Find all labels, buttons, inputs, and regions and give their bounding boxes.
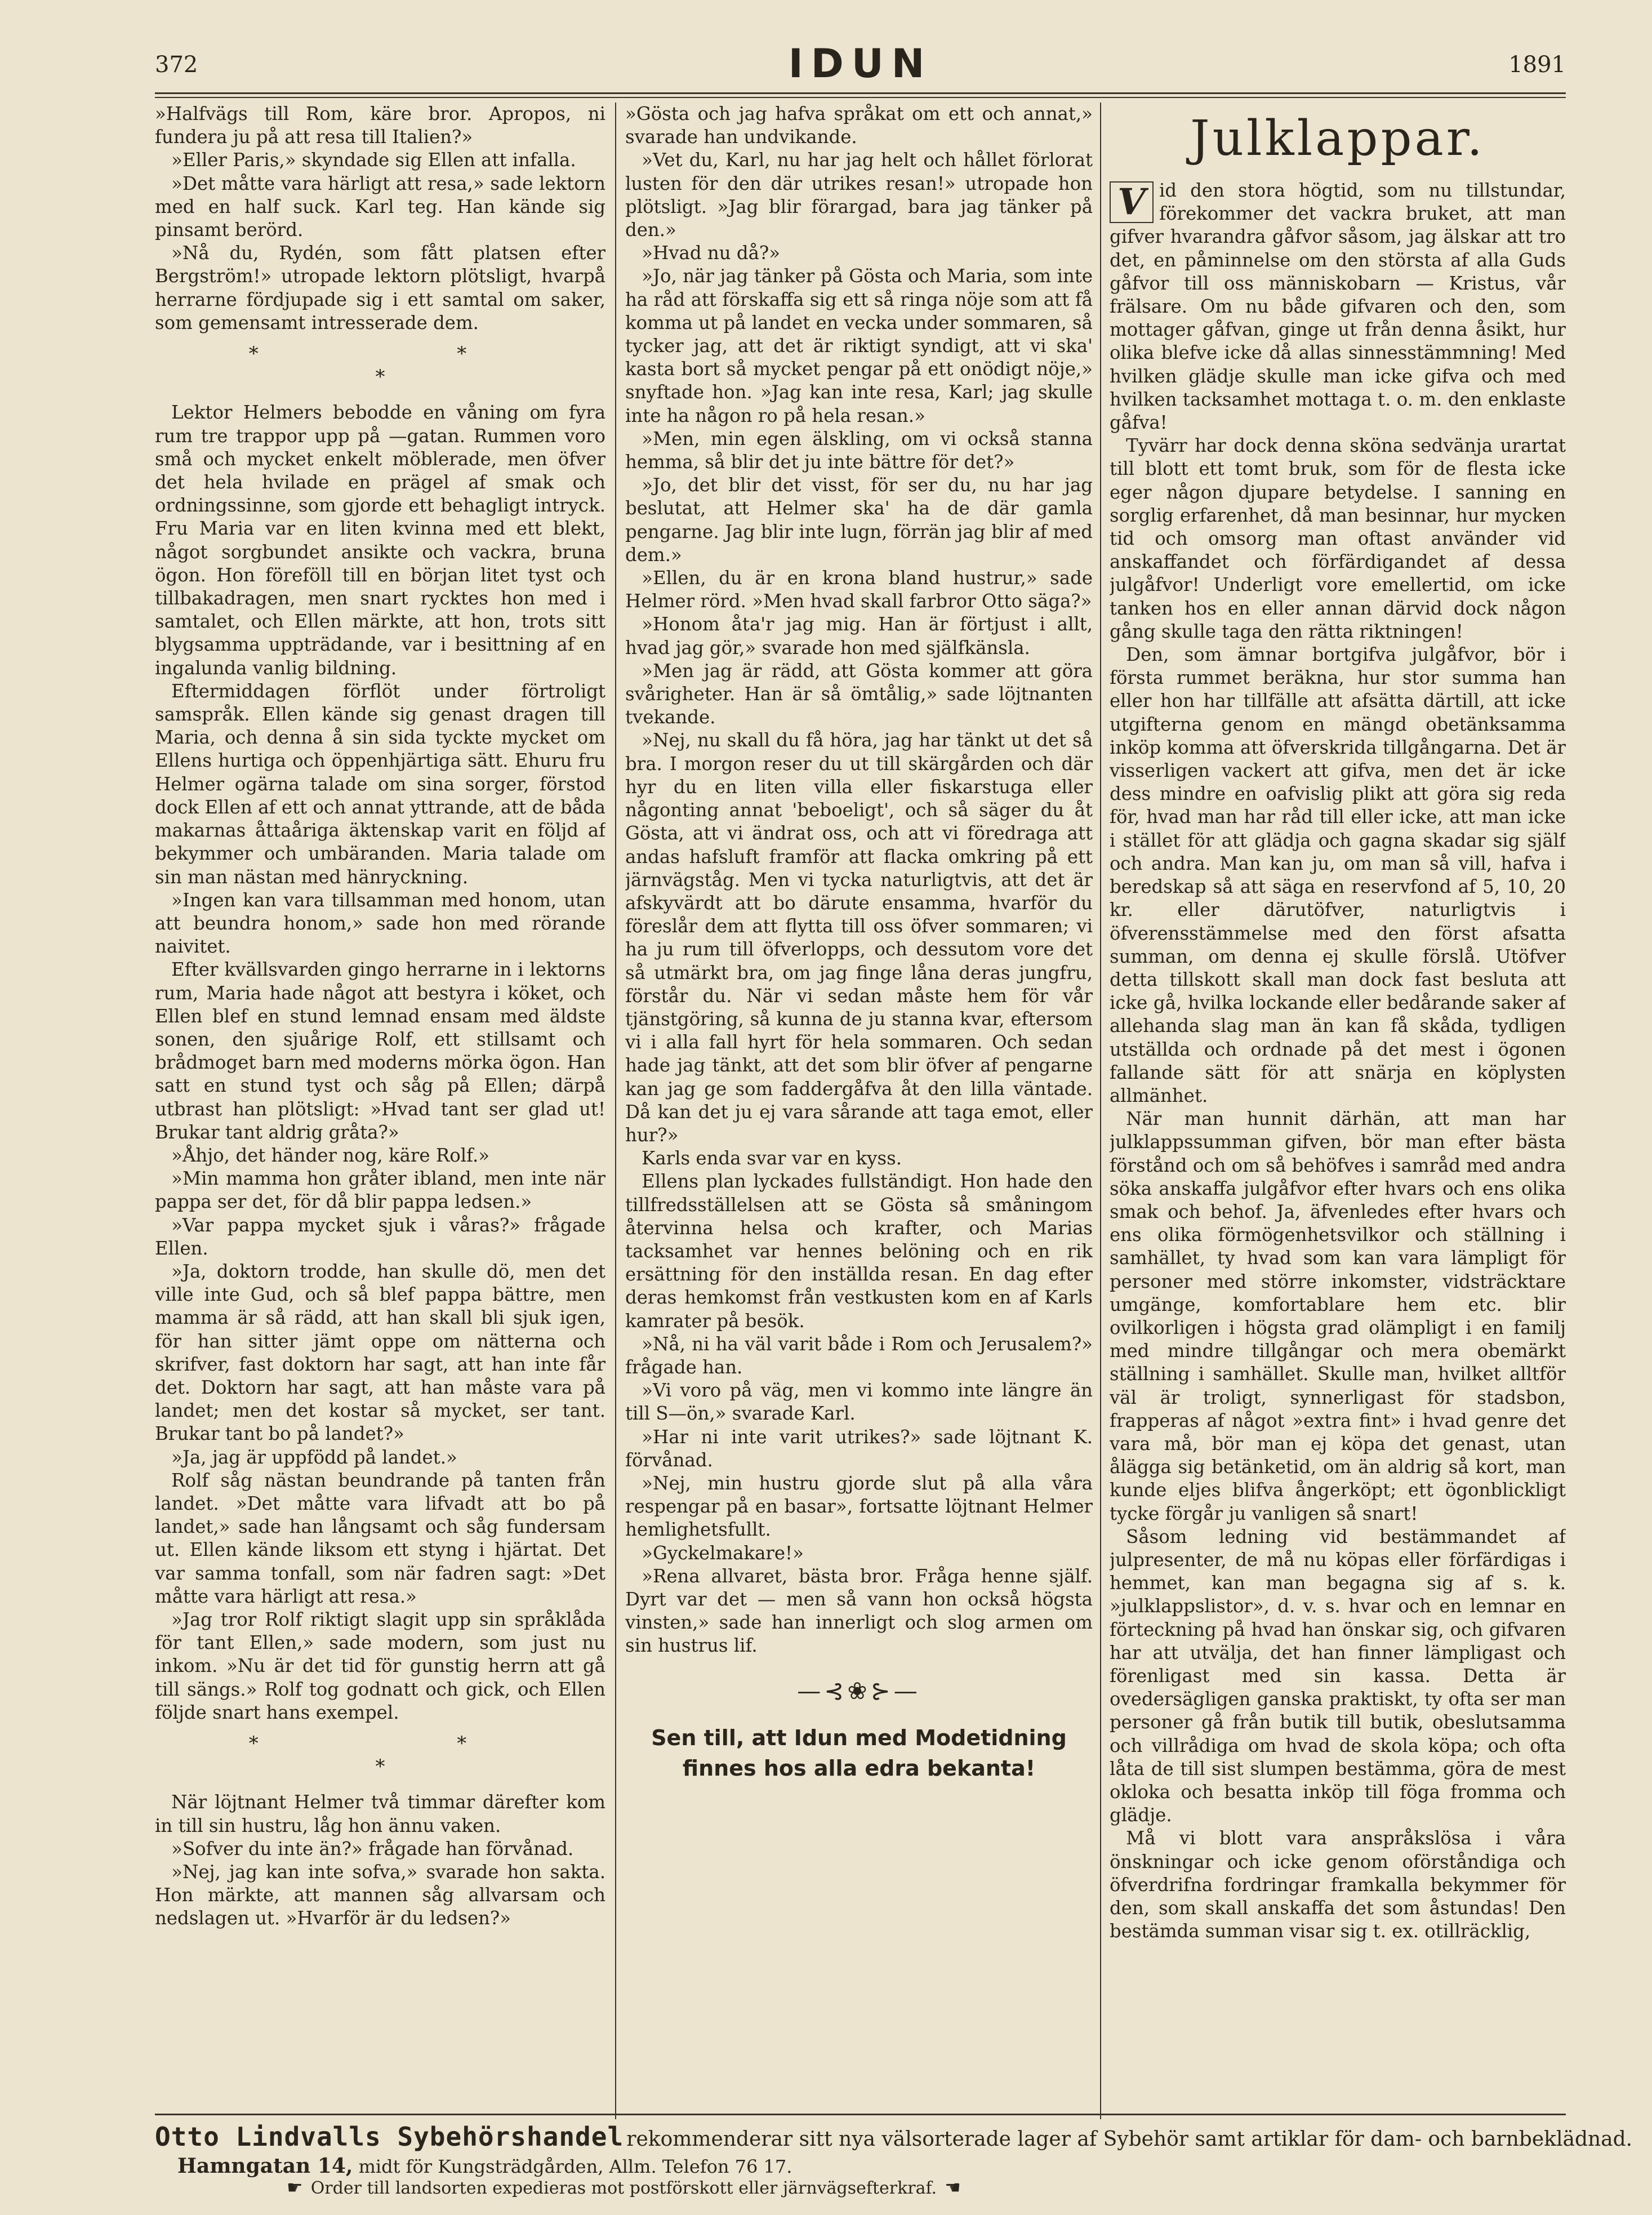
shop-name: Otto Lindvalls Sybehörshandel [155, 2121, 624, 2152]
paragraph: »Rena allvaret, bästa bror. Fråga henne själf. Dyrt var det — men så vann hon också högsta vinsten,» sade han innerligt och slog armen om sin hustrus lif. [625, 1565, 1093, 1657]
footer-rule [155, 2114, 1566, 2115]
paragraph: »Ellen, du är en krona bland hustrur,» sade Helmer rörd. »Men hvad skall farbror Otto säga?» [625, 567, 1093, 612]
paragraph: Lektor Helmers bebodde en våning om fyra rum tre trappor upp på —gatan. Rummen voro små och mycket enkelt möblerade, men öfver det hela hvilade en prägel af smak och ordningssinne, som gjorde ett behagligt intryck. Fru Maria var en liten kvinna med ett blekt, något sorgbundet ansikte och vackra, bruna ögon. Hon föreföll till en början litet tyst och tillbakadragen, men snart rycktes hon med i samtalet, och Ellen märkte, att hon, trots sitt blygsamma uppträdande, var i besittning af en ingalunda vanlig bildning. [155, 402, 605, 679]
paragraph: Den, som ämnar bortgifva julgåfvor, bör i första rummet beräkna, hur stor summa han eller hon har tillfälle att afsätta därtill, att icke utgifterna genom en mängd obetänksamma inköp komma att öfverskrida tillgångarna. Det är visserligen vackert att gifva, men det är icke dess mindre en oafvislig plikt att göra sig reda för, hvad man har råd till eller icke, att man icke i stället för att glädja och gagna skadar sig själf och andra. Man kan ju, om man så vill, hafva i beredskap så att säga en reservfond af 5, 10, 20 kr. eller därutöfver, naturligtvis i öfverensstämmelse med den först afsatta summan, om denna ej skulle förslå. Utöfver detta tillskott skall man dock fast besluta att icke gå, hvilka lockande eller bedårande saker af allehanda slag man än kan få skåda, tydligen utställda och ordnade på det mest i ögonen fallande sätt för att snärja en köplysten allmänhet. [1110, 644, 1566, 1106]
column-divider [1100, 103, 1101, 2119]
paragraph: »Ja, doktorn trodde, han skulle dö, men det ville inte Gud, och så blef pappa bättre, men mamma är så rädd, att han skall bli sjuk igen, för han sitter jämt oppe om nätterna och skrifver, fast doktorn har sagt, att han inte får det. Doktorn har sagt, att han måste vara på landet; men det kostar så mycket, ser tant. Brukar tant bo på landet?» [155, 1260, 605, 1445]
paragraph: »Har ni inte varit utrikes?» sade löjtnant K. förvånad. [625, 1426, 1093, 1471]
paragraph: »Men jag är rädd, att Gösta kommer att göra svårigheter. Han är så ömtålig,» sade löjtnanten tvekande. [625, 660, 1093, 728]
paragraph: »Eller Paris,» skyndade sig Ellen att infalla. [171, 149, 576, 171]
promo-line-2: finnes hos alla edra bekanta! [682, 1755, 1036, 1781]
paragraph: »Nej, nu skall du få höra, jag har tänkt ut det så bra. I morgon reser du ut till skärgården och där hyr du en liten villa eller fiskarstuga eller någonting annat 'beboeligt', och så säger du åt Gösta, att vi ändrat oss, och att vi föredraga att andas hafsluft framför att flacka omkring på ett järnvägståg. Men vi tycka naturligtvis, att det är afskyvärdt att bo därute ensamma, hvarför du föreslår dem att flytta till oss öfver sommaren; vi ha ju rum till öfverlopps, och dessutom vore det så utmärkt bra, om jag finge låna deras jungfru, förstår du. När vi sedan måste hem för vår tjänstgöring, så kunna de ju stanna kvar, eftersom vi i alla fall hyrt för hela sommaren. Och sedan hade jag tänkt, att det som blir öfver af pengarne kan jag ge som faddergåfva åt den lilla väntade. Då kan det ju ej vara sårande att taga emot, eller hur?» [625, 730, 1093, 1146]
page-number: 372 [155, 52, 198, 78]
ad-line-3 [279, 2177, 1566, 2198]
paragraph: Rolf såg nästan beundrande på tanten från landet. »Det måtte vara lifvadt att bo på landet,» sade han långsamt och såg fundersam ut. Ellen kände liksom ett styng i hjärtat. Det var samma tonfall, som när fadren sagt: »Det måtte vara härligt att resa.» [155, 1469, 605, 1607]
section-break-stars: * * * [248, 343, 512, 389]
article-column-julklappar [1110, 103, 1566, 2108]
paragraph: »Jag tror Rolf riktigt slagit upp sin språklåda för tant Ellen,» sade modern, som just nu inkom. »Nu är det tid för gunstig herrn att gå till sängs.» Rolf tog godnatt och gick, och Ellen följde snart hans exempel. [155, 1609, 605, 1723]
paragraph: »Min mamma hon gråter ibland, men inte när pappa ser det, för då blir pappa ledsen.» [155, 1168, 605, 1213]
paragraph: »Vet du, Karl, nu har jag helt och hållet förlorat lusten för den där utrikes resan!» utropade hon plötsligt. »Jag blir förargad, bara jag tänker på den.» [625, 149, 1093, 241]
paragraph: »Men, min egen älskling, om vi också stanna hemma, så blir det ju inte bättre för det?» [625, 428, 1093, 473]
paragraph: »Sofver du inte än?» frågade han förvånad. [171, 1838, 574, 1860]
pointing-hand-icon: ☛ [287, 2177, 303, 2198]
paragraph: Ellens plan lyckades fullständigt. Hon hade den tillfredsställelsen att se Gösta så småningom återvinna helsa och krafter, och Marias tacksamhet var hennes belöning och en rik ersättning för den inställda resan. En dag efter deras hemkomst från vestkusten kom en af Karls kamrater på besök. [625, 1171, 1093, 1332]
paragraph: »Gyckelmakare!» [642, 1542, 804, 1564]
header-rule [155, 92, 1566, 94]
section-break-stars: * * * [248, 1732, 512, 1778]
paragraph: »Honom åta'r jag mig. Han är förtjust i allt, hvad jag gör,» svarade hon med själfkänsla. [625, 613, 1093, 659]
story-column-2 [625, 103, 1093, 2108]
paragraph: »Jo, det blir det visst, för ser du, nu har jag beslutat, att Helmer ska' ha de där gamla pengarne. Jag blir inte lugn, förrän jag blir af med dem.» [625, 474, 1093, 566]
paragraph: Eftermiddagen förflöt under förtroligt samspråk. Ellen kände sig genast dragen till Maria, och denna å sin sida tyckte mycket om Ellens hurtiga och öppenhjärtiga sätt. Ehuru fru Helmer ogärna talade om sina sorger, förstod dock Ellen af ett och annat yttrande, att de båda makarnas åttaåriga äktenskap varit en följd af bekymmer och umbäranden. Maria talade om sin man nästan med hänryckning. [155, 680, 605, 888]
header-rule-thin [155, 97, 1566, 98]
paragraph: »Ja, jag är uppfödd på landet.» [171, 1446, 457, 1468]
paragraph: »Var pappa mycket sjuk i våras?» frågade Ellen. [155, 1214, 605, 1259]
promo-line-1: Sen till, att Idun med Modetidning [651, 1725, 1067, 1750]
story-column-1 [155, 103, 605, 2108]
article-title: Julklappar. [1190, 110, 1485, 167]
paragraph [1110, 179, 1566, 434]
issue-year: 1891 [1508, 52, 1566, 78]
paragraph: »Nej, min hustru gjorde slut på alla våra respengar på en basar», fortsatte löjtnant Helmer hemlighetsfullt. [625, 1472, 1093, 1541]
decorative-initial: V [1110, 181, 1154, 223]
paragraph: Må vi blott vara anspråkslösa i våra önskningar och icke genom oförståndiga och öfverdrifna fordringar framkalla bekymmer för den, som skall anskaffa det som åstundas! Den bestämda summan visar sig t. ex. otillräcklig, [1110, 1827, 1566, 1942]
paragraph: »Gösta och jag hafva språkat om ett och annat,» svarade han undvikande. [625, 103, 1093, 148]
paragraph: Efter kvällsvarden gingo herrarne in i lektorns rum, Maria hade något att bestyra i köket, och Ellen blef en stund lemnad ensam med äldste sonen, den sjuårige Rolf, ett stillsamt och brådmoget barn med moderns mörka ögon. Han satt en stund tyst och såg på Ellen; därpå utbrast han plötsligt: »Hvad tant ser glad ut! Brukar tant aldrig gråta?» [155, 959, 605, 1143]
paragraph: Såsom ledning vid bestämmandet af julpresenter, de må nu köpas eller förfärdigas i hemmet, kan man begagna sig af s. k. »julklappslistor», d. v. s. hvar och en lemnar en förteckning på hvad han önskar sig, och gifvaren har att utvälja, det han finner lämpligast och förenligast med sin kassa. Detta är ovedersägligen ganska praktiskt, ty ofta ser man personer gå från butik till butik, obeslutsamma och villrådiga om hvad de skola köpa; och ofta låta de till sist slumpen bestämma, göra de mest okloka och besatta inköp till föga fromma och glädje. [1110, 1525, 1566, 1826]
ad-line-1 [155, 2121, 1633, 2152]
paragraph: Karls enda svar var en kyss. [642, 1147, 902, 1169]
page-header [155, 41, 1566, 92]
paragraph: »Vi voro på väg, men vi kommo inte längre än till S—ön,» svarade Karl. [625, 1380, 1093, 1425]
paragraph: »Hvad nu då?» [642, 242, 781, 264]
promo-notice [625, 1723, 1093, 1783]
paragraph: »Åhjo, det händer nog, käre Rolf.» [171, 1144, 490, 1166]
paragraph: »Ingen kan vara tillsamman med honom, utan att beundra honom,» sade hon med rörande naivitet. [155, 889, 605, 958]
magazine-title: IDUN [788, 41, 933, 87]
paragraph: »Nå, ni ha väl varit både i Rom och Jerusalem?» frågade han. [625, 1333, 1093, 1378]
column-divider [615, 103, 616, 2119]
order-text: Order till landsorten expedieras mot postförskott eller järnvägsefterkraf. [310, 2178, 937, 2198]
ad-recommend-text: rekommenderar sitt nya välsorterade lager af Sybehör samt artiklar för dam- och barnbeklädnad. [626, 2128, 1633, 2151]
paragraph-text: id den stora högtid, som nu tillstundar, förekommer det vackra bruket, att man gifver hvarandra gåfvor såsom, jag älskar att tro det, en påminnelse om den största af alla Guds gåfvor till oss människobarn — Kristus, vår frälsare. Om nu både gifvaren och den, som mottager gåfvan, ginge ut från denna åsikt, hur olika blefve icke då allas sinnesstämmning! Med hvilken glädje skulle man icke gifva och med hvilken tacksamhet mottaga t. o. m. den enklaste gåfva! [1110, 180, 1566, 434]
ornament-divider: —⊰❀⊱— [797, 1676, 921, 1705]
paragraph: »Nå du, Rydén, som fått platsen efter Bergström!» utropade lektorn plötsligt, hvarpå herrarne fördjupade sig i ett samtal om saker, som gemensamt intresserade dem. [155, 242, 605, 333]
paragraph: När löjtnant Helmer två timmar därefter kom in till sin hustru, låg hon ännu vaken. [155, 1791, 605, 1836]
paragraph: »Det måtte vara härligt att resa,» sade lektorn med en half suck. Karl teg. Han kände sig pinsamt berörd. [155, 172, 605, 241]
ad-line-2 [177, 2154, 1566, 2178]
paragraph: Tyvärr har dock denna sköna sedvänja urartat till blott ett tomt bruk, som för de flesta icke eger någon djupare betydelse. I sanning en sorglig erfarenhet, då man besinnar, hur mycken tid och omsorg man oftast använder vid anskaffandet och förfärdigandet af dessa julgåfvor! Underligt vore emellertid, om icke tanken hos en eller annan därvid dock någon gång skulle taga den rätta riktningen! [1110, 435, 1566, 642]
pointing-hand-icon: ☚ [945, 2177, 961, 2198]
shop-street: Hamngatan 14, [177, 2154, 353, 2178]
paragraph: »Jo, när jag tänker på Gösta och Maria, som inte ha råd att förskaffa sig ett så ringa nöje som att få komma ut på landet en vecka under sommaren, så tycker jag, att det är riktigt syndigt, att vi ska' kasta bort så mycket pengar på ett onödigt nöje,» snyftade hon. »Jag kan inte resa, Karl; jag skulle inte ha någon ro på hela resan.» [625, 265, 1093, 426]
paragraph: När man hunnit därhän, att man har julklappssumman gifven, bör man efter bästa förstånd och om så behöfves i samråd med andra söka anskaffa julgåfvor efter hvars och ens olika smak och behof. Ja, äfvenledes efter hvars och ens olika förmögenhetsvilkor och ställning i samhället, ty hvad som kan vara lämpligt för personer med större inkomster, vidsträcktare umgänge, komfortablare hem etc. blir ovilkorligen i högsta grad olämpligt i en familj med mindre tillgångar och mera obemärkt ställning i samhället. Skulle man, hvilket alltför väl är troligt, synnerligast för stadsbon, frapperas af något »extra fint» i hvad genre det vara må, bör man ej köpa det genast, utan ålägga sig betänketid, om än aldrig så kort, man kunde eljes blifva ångerköpt; ett ögonblickligt tycke förgår ju vanligen så snart! [1110, 1108, 1566, 1524]
footer-advertisement [155, 2119, 1633, 2204]
paragraph: »Nej, jag kan inte sofva,» svarade hon sakta. Hon märkte, att mannen såg allvarsam och nedslagen ut. »Hvarför är du ledsen?» [155, 1861, 605, 1929]
shop-address-details: midt för Kungsträdgården, Allm. Telefon 76 17. [358, 2156, 792, 2177]
paragraph: »Halfvägs till Rom, käre bror. Apropos, ni fundera ju på att resa till Italien?» [155, 103, 605, 148]
